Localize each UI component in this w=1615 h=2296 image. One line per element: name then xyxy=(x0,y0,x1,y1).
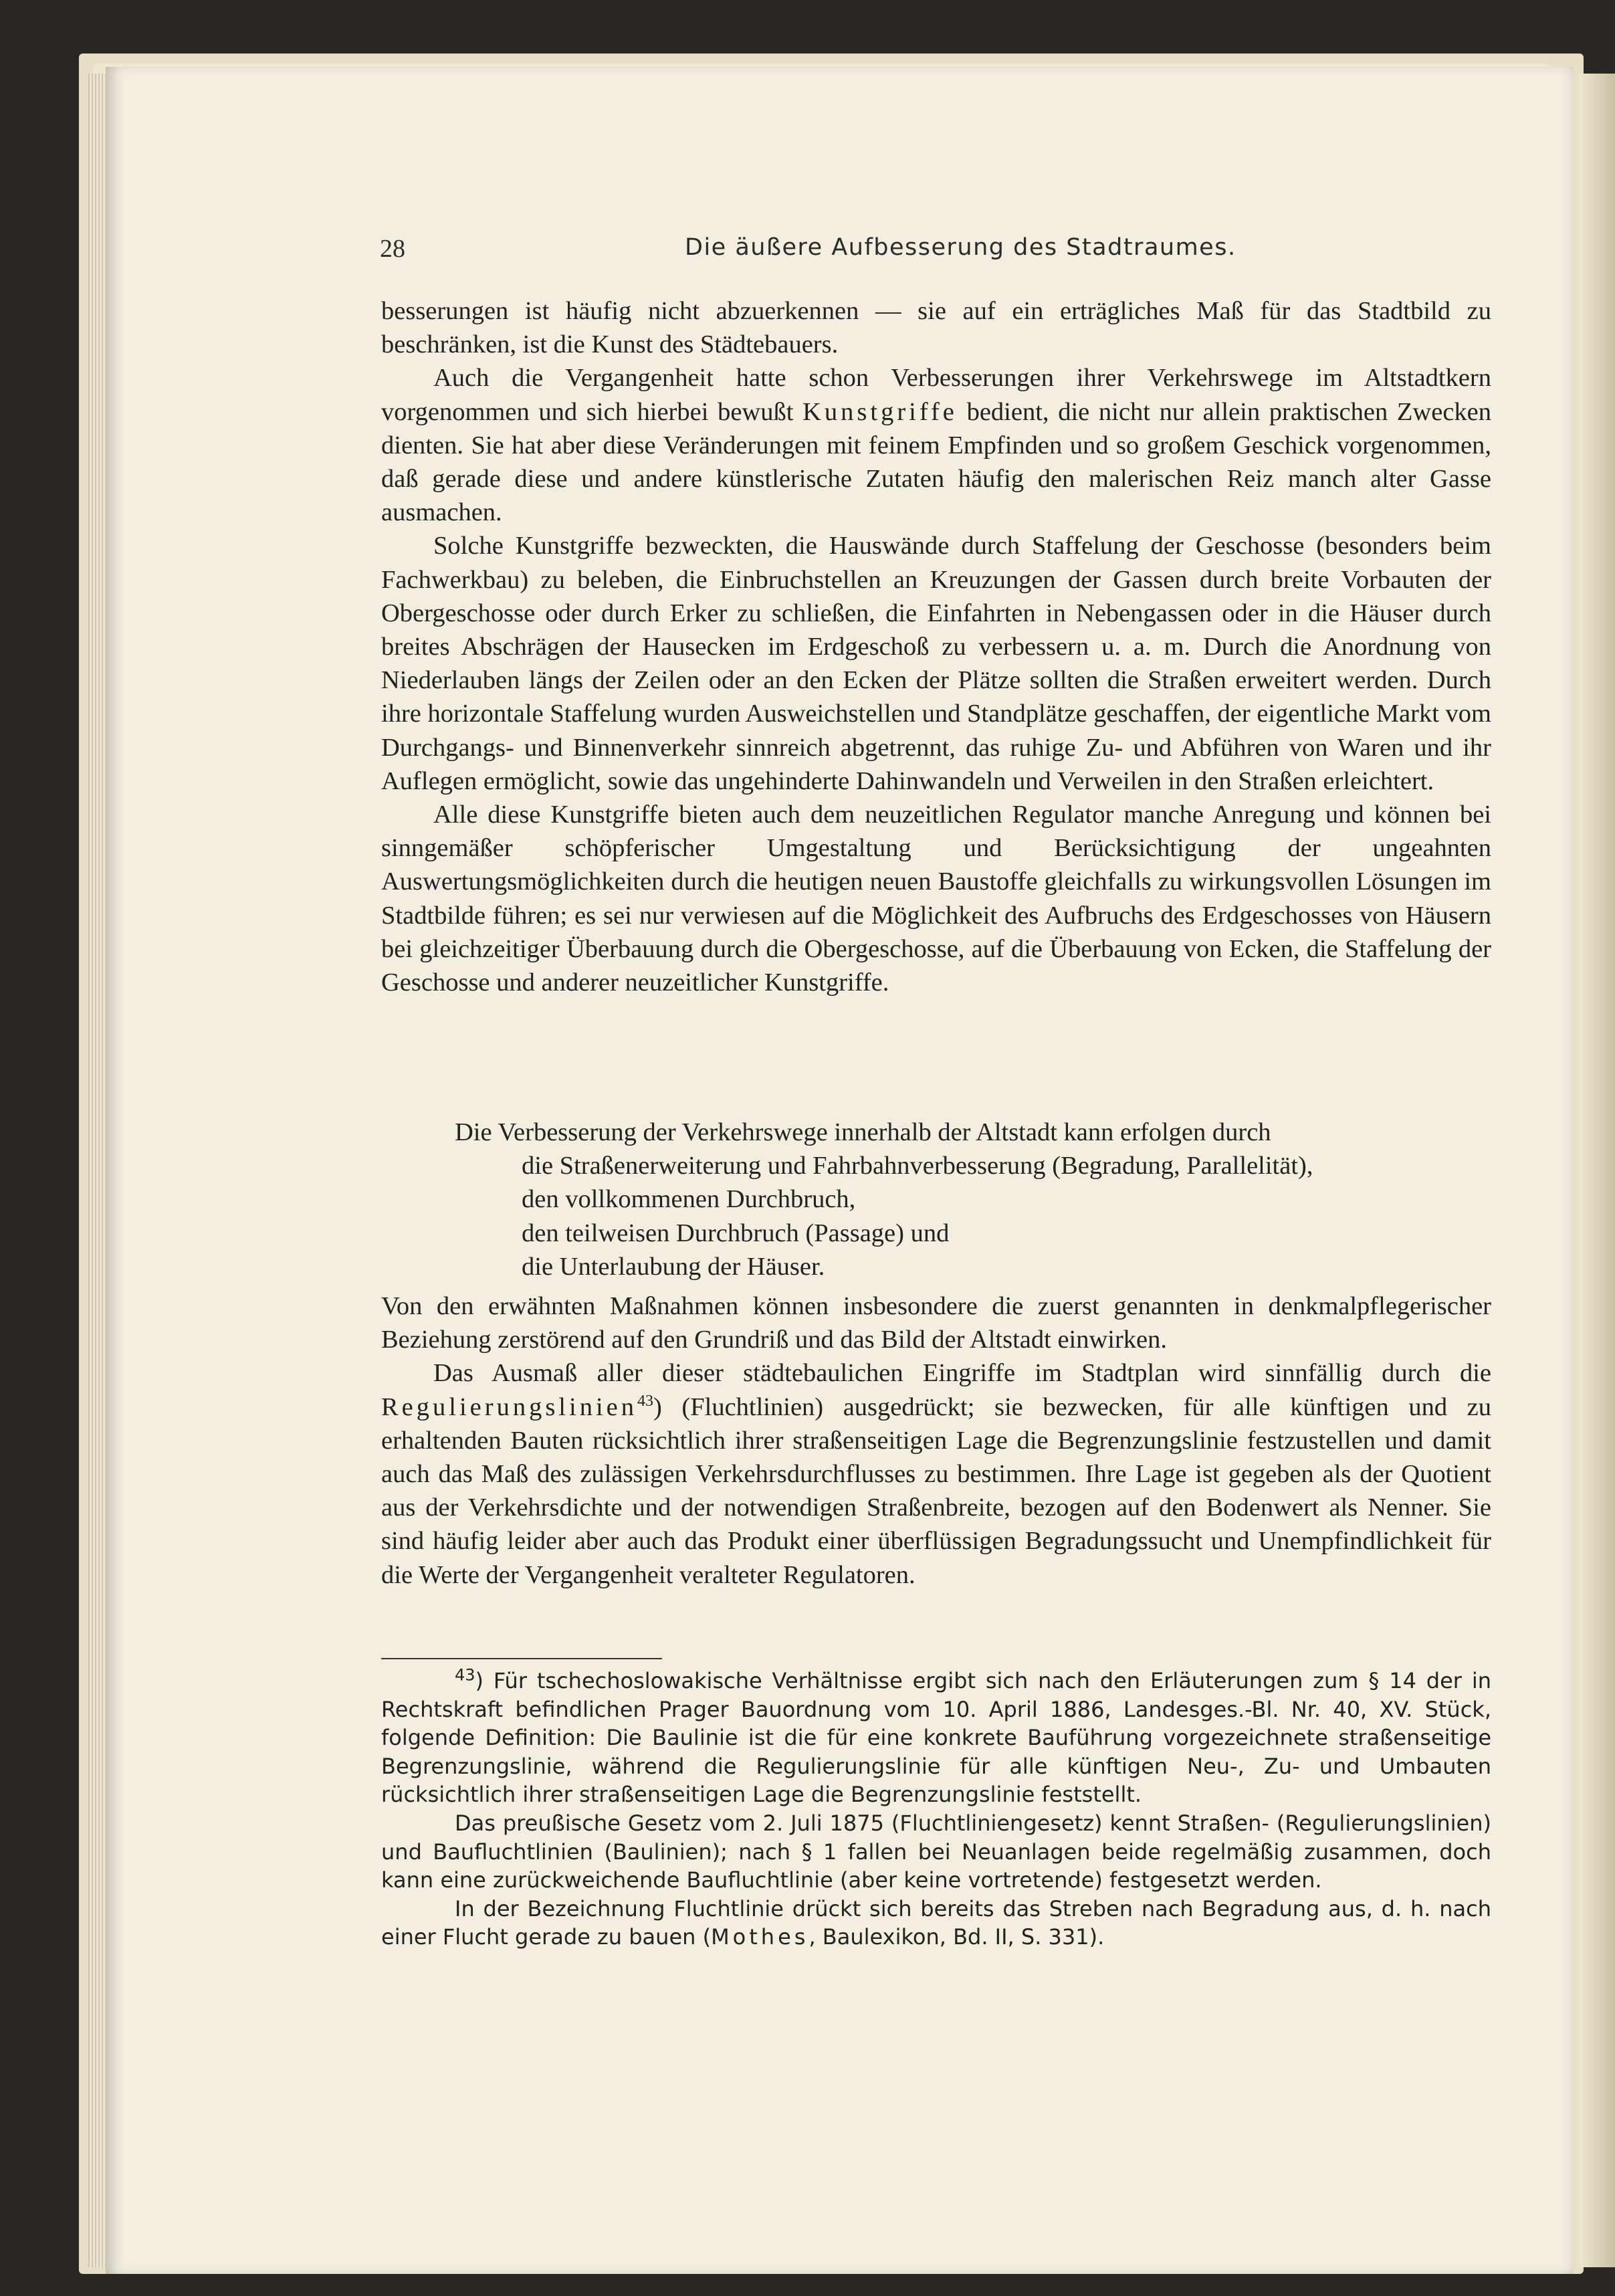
footnote-number: 43 xyxy=(455,1665,475,1685)
paragraph-regulierungslinien xyxy=(381,1356,1491,1591)
footnote-divider xyxy=(381,1658,662,1659)
footnote-ref[interactable]: 43 xyxy=(637,1392,653,1410)
running-title: Die äußere Aufbesserung des Stadtraumes. xyxy=(685,234,1236,261)
main-text-lower xyxy=(381,1289,1491,1592)
list-intro: Die Verbesserung der Verkehrswege innerhalb der Altstadt kann erfolgen durch xyxy=(455,1118,1271,1146)
paragraph-text: Auch die Vergangenheit hatte schon Verbesserungen ihrer Verkehrswege im Altstadtkern vorgenommen und sich hierbei bewußt xyxy=(381,364,1491,426)
paragraph-text: ) (Fluchtlinien) ausgedrückt; sie bezwecken, für alle künftigen und zu erhaltenden Bauten rücksichtlich ihrer straßenseitigen Lage die Begrenzungslinie festzustellen und damit auch das Maß des zulässigen Verkehrsdurchflusses zu bestimmen. Ihre Lage ist gegeben als der Quotient aus der Verkehrsdichte und der notwendigen Straßenbreite, bezogen auf den Bodenwert als Nenner. Sie sind häufig leider aber auch das Produkt einer überflüssigen Begradungssucht und Unempfindlichkeit für die Werte der Vergangenheit veralteter Regulatoren. xyxy=(381,1392,1491,1589)
footnote-text: , Baulexikon, Bd. II, S. 331). xyxy=(809,1924,1105,1950)
footnote-43 xyxy=(381,1667,1491,1809)
paragraph-regulator: Alle diese Kunstgriffe bieten auch dem neuzeitlichen Regulator manche Anregung und können bei sinngemäßer schöpferischer Umgestaltung und Berücksichtigung der ungeahnten Auswertungsmöglichkeiten durch die heutigen neuen Baustoffe gleichfalls zu wirkungsvollen Lösungen im Stadtbilde führen; es sei nur verwiesen auf die Möglichkeit des Aufbruchs des Erdgeschosses von Häusern bei gleichzeitiger Überbauung durch die Obergeschosse, auf die Überbauung von Ecken, die Staffelung der Geschosse und anderer neuzeitlicher Kunstgriffe. xyxy=(381,801,1491,997)
emphasis-mothes: Mothes xyxy=(711,1924,809,1950)
paragraph-continued: besserungen ist häufig nicht abzuerkennen — sie auf ein erträgliches Maß für das Stadtbild zu beschränken, ist die Kunst des Städtebauers. xyxy=(381,297,1491,359)
emphasis-kunstgriffe: Kunstgriffe xyxy=(802,397,958,426)
page-number: 28 xyxy=(380,235,405,263)
paragraph-vergangenheit xyxy=(381,361,1491,529)
footnote-text: ) Für tschechoslowakische Verhältnisse ergibt sich nach den Erläuterungen zum § 14 der in Rechtskraft befindlichen Prager Bauordnung vom 10. April 1886, Landesges.-Bl. Nr. 40, XV. Stück, folgende Definition: Die Baulinie ist die für eine konkrete Bauführung vorgezeichnete straßenseitige Begrenzungslinie, während die Regulierungslinie für alle künftigen Neu-, Zu- und Umbauten rücksichtlich ihrer straßenseitigen Lage die Begrenzungslinie feststellt. xyxy=(381,1668,1491,1808)
list-item: den teilweisen Durchbruch (Passage) und xyxy=(522,1219,950,1247)
main-text-upper xyxy=(381,294,1491,999)
paragraph-text: Das Ausmaß aller dieser städtebaulichen Eingriffe im Stadtplan wird sinnfällig durch die xyxy=(433,1359,1491,1388)
footnotes xyxy=(381,1667,1491,1952)
emphasis-regulierungslinien: Regulierungslinien xyxy=(381,1392,637,1421)
running-header xyxy=(0,233,1615,266)
footnote-paragraph xyxy=(381,1895,1491,1952)
page-edges xyxy=(88,74,106,2267)
list-item: die Unterlaubung der Häuser. xyxy=(522,1252,825,1281)
footnote-text: In der Bezeichnung Fluchtlinie drückt sich bereits das Streben nach Begradung aus, d. h. nach einer Flucht gerade zu bauen ( xyxy=(381,1895,1491,1950)
footnote-paragraph: Das preußische Gesetz vom 2. Juli 1875 (Fluchtliniengesetz) kennt Straßen- (Regulierungslinien) und Baufluchtlinien (Baulinien); nach § 1 fallen bei Neuanlagen beide regelmäßig zusammen, doch kann eine zurückweichende Baufluchtlinie (aber keine vortretende) festgesetzt werden. xyxy=(381,1810,1491,1893)
measures-list xyxy=(381,1116,1491,1283)
list-item: den vollkommenen Durchbruch, xyxy=(522,1185,856,1214)
paragraph-text: bedient, die nicht nur allein praktischen Zwecken dienten. Sie hat aber diese Veränderungen mit feinem Empfinden und so großem Geschick vorgenommen, daß gerade diese und andere künstlerische Zutaten häufig den malerischen Reiz manch alter Gasse ausmachen. xyxy=(381,397,1491,527)
paragraph-denkmalpflege: Von den erwähnten Maßnahmen können insbesondere die zuerst genannten in denkmalpflegerischer Beziehung zerstörend auf den Grundriß und das Bild der Altstadt einwirken. xyxy=(381,1292,1491,1354)
list-item: die Straßenerweiterung und Fahrbahnverbesserung (Begradung, Parallelität), xyxy=(522,1152,1313,1180)
paragraph-kunstgriffe: Solche Kunstgriffe bezweckten, die Hauswände durch Staffelung der Geschosse (besonders beim Fachwerkbau) zu beleben, die Einbruchstellen an Kreuzungen der Gassen durch breite Vorbauten der Obergeschosse oder durch Erker zu schließen, die Einfahrten in Nebengassen oder in die Häuser durch breites Abschrägen der Hausecken im Erdgeschoß zu verbessern u. a. m. Durch die Anordnung von Niederlauben längs der Zeilen oder an den Ecken der Plätze sollten die Straßen erweitert werden. Durch ihre horizontale Staffelung wurden Ausweichstellen und Standplätze geschaffen, der eigentliche Markt vom Durchgangs- und Binnenverkehr sinnreich abgetrennt, das ruhige Zu- und Abführen von Waren und ihr Auflegen ermöglicht, sowie das ungehinderte Dahinwandeln und Verweilen in den Straßen erleichtert. xyxy=(381,532,1491,795)
